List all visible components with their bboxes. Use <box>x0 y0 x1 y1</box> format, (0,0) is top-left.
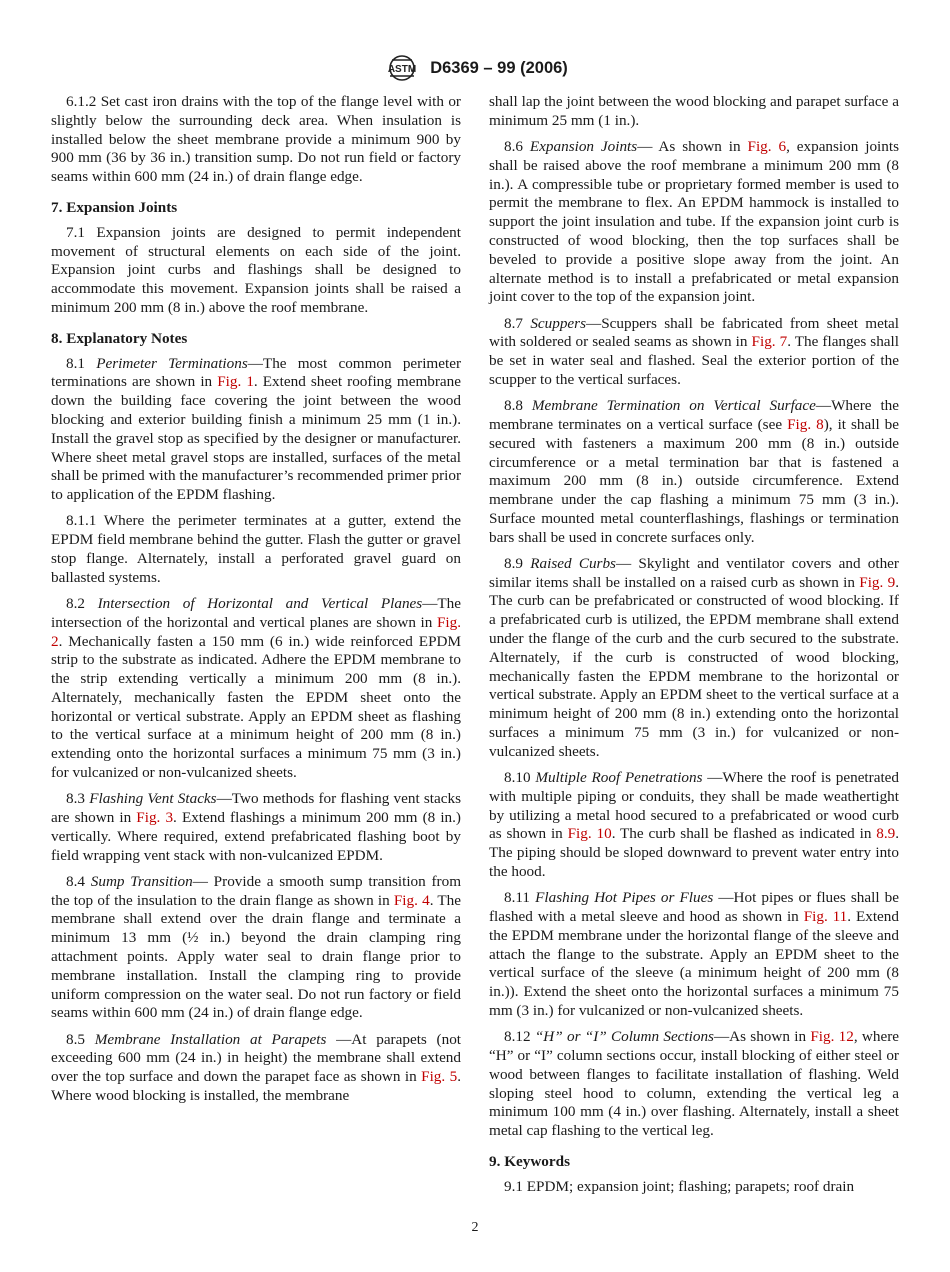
figure-link[interactable]: Fig. 5 <box>421 1068 458 1086</box>
figure-link[interactable]: Fig. 8 <box>787 415 824 433</box>
section-heading-8: 8. Explanatory Notes <box>51 329 188 347</box>
page-header <box>0 54 950 84</box>
paragraph-8-1-1: 8.1.1 Where the perimeter terminates at a gutter, extend the EPDM field membrane behind the gutter. Flash the gutter or gravel stop flange. Alternately, install a perforated gravel guard on ballasted systems. <box>51 512 461 586</box>
svg-text:ASTM: ASTM <box>388 64 417 75</box>
paragraph-8-9: 8.9 Raised Curbs— Skylight and ventilator covers and other similar items shall be installed on a raised curb as shown in Fig. 9. The curb can be prefabricated or constructed of wood blocking. If a prefabricated curb is utilized, the EPDM membrane shall extend under the flange of the curb and the curb secured to the substrate. Alternately, if the curb is constructed of wood blocking, mechanically fasten the EPDM membrane to the horizontal or vertical substrate. Apply an EPDM sheet to the vertical surface at a minimum height of 200 mm (8 in.) extending onto the horizontal surfaces a minimum 75 mm (3 in.) for vulcanized or non-vulcanized sheets. <box>489 554 899 760</box>
figure-link[interactable]: Fig. 7 <box>751 333 788 351</box>
paragraph-7-1: 7.1 Expansion joints are designed to permit independent movement of structural elements on each side of the joint. Expansion joint curbs and flashings shall be designed to accommodate this movement. Expansion joints shall be raised a minimum 200 mm (8 in.) above the roof membrane. <box>51 223 461 316</box>
paragraph-8-7: 8.7 Scuppers—Scuppers shall be fabricated from sheet metal with soldered or sealed seams as shown in Fig. 7. The flanges shall be set in water seal and flashed. Seal the exterior portion of the scupper to the vertical surfaces. <box>489 314 899 388</box>
paragraph-9-1: 9.1 EPDM; expansion joint; flashing; parapets; roof drain <box>504 1177 855 1195</box>
paragraph-8-5-continued: shall lap the joint between the wood blocking and parapet surface a minimum 25 mm (1 in.). <box>489 93 899 129</box>
figure-link[interactable]: Fig. 6 <box>747 137 787 155</box>
document-code: D6369 – 99 (2006) <box>430 58 568 77</box>
paragraph-8-3: 8.3 Flashing Vent Stacks—Two methods for flashing vent stacks are shown in Fig. 3. Extend flashings a minimum 200 mm (8 in.) vertically. Where required, extend prefabricated flashing boot by field wrapping vent stack with non-vulcanized EPDM. <box>51 790 462 864</box>
section-link[interactable]: 8.9 <box>876 825 896 843</box>
paragraph-8-1: 8.1 Perimeter Terminations—The most common perimeter terminations are shown in Fig. 1. Extend sheet roofing membrane down the building face covering the joint between the wood blocking and exterior building finish a minimum 25 mm (1 in.). Install the gravel stop as specified by the designer or manufacturer. Where sheet metal gravel stops are installed, surfaces of the metal shall be primed with the manufacturer’s recommended primer prior to application of the EPDM flashing. <box>51 354 462 504</box>
figure-link[interactable]: Fig. 2 <box>51 613 461 650</box>
section-heading-9: 9. Keywords <box>489 1152 570 1170</box>
figure-link[interactable]: Fig. 10 <box>567 825 612 843</box>
figure-link[interactable]: Fig. 12 <box>810 1028 854 1046</box>
section-heading-7: 7. Expansion Joints <box>51 198 178 216</box>
paragraph-8-6: 8.6 Expansion Joints— As shown in Fig. 6, expansion joints shall be raised above the roof membrane a minimum 200 mm (8 in.). A compressible tube or proprietary formed member is used to permit the membrane to flex. An EPDM hammock is installed to support the joint insulation and tube. If the expansion joint curb is constructed of wood blocking, then the top surfaces shall be beveled to provide a positive slope away from the joint. An alternate method is to install a prefabricated or metal expansion joint cover to the top of the expansion joint. <box>489 137 899 306</box>
paragraph-8-2: 8.2 Intersection of Horizontal and Vertical Planes—The intersection of the horizontal and vertical planes are shown in Fig. 2. Mechanically fasten a 150 mm (6 in.) wide reinforced EPDM strip to the substrate as indicated. Adhere the EPDM membrane to the strip extending vertically a minimum 200 mm (8 in.). Alternately, mechanically fasten the EPDM sheet onto the horizontal or vertical substrate. Apply an EPDM sheet as flashing to the vertical surface at a minimum height of 200 mm (8 in.) extending onto the horizontal surfaces a minimum 75 mm (3 in.) for vulcanized or non-vulcanized sheets. <box>51 594 462 782</box>
paragraph-8-11: 8.11 Flashing Hot Pipes or Flues —Hot pipes or flues shall be flashed with a metal sleeve and hood as shown in Fig. 11. Extend the EPDM membrane under the horizontal flange of the sleeve and attach the flange to the substrate. Apply an EPDM sheet to the vertical surface of the sleeve (a minimum height of 200 mm (8 in.)). Extend the sheet onto the horizontal surfaces a minimum 75 mm (3 in.) for vulcanized or non-vulcanized sheets. <box>489 889 899 1019</box>
left-column <box>51 93 461 1113</box>
paragraph-8-5: 8.5 Membrane Installation at Parapets —At parapets (not exceeding 600 mm (24 in.) in height) the membrane shall extend over the top surface and down the parapet face as shown in Fig. 5. Where wood blocking is installed, the membrane <box>51 1030 462 1104</box>
paragraph-8-12: 8.12 “H” or “I” Column Sections—As shown in Fig. 12, where “H” or “I” column sections occur, install blocking of either steel or wood between flanges to facilitate installation of flashing. Weld sloping steel hood to column, extending the vertical leg a minimum 100 mm (4 in.) over flashing. Alternately, install a sheet metal cap flashing to the vertical leg. <box>489 1028 900 1140</box>
figure-link[interactable]: Fig. 9 <box>859 573 896 591</box>
paragraph-8-10: 8.10 Multiple Roof Penetrations —Where the roof is penetrated with multiple piping or conduits, they shall be made weathertight by utilizing a metal hood secured to a prefabricated or wood curb as shown in Fig. 10. The curb shall be flashed as indicated in 8.9. The piping should be sloped downward to prevent water entry into the hood. <box>489 769 900 881</box>
paragraph-6-1-2: 6.1.2 Set cast iron drains with the top of the flange level with or slightly below the surrounding deck area. When insulation is installed below the sheet membrane provide a minimum 900 by 900 mm (36 by 36 in.) transition sump. Do not run field or factory seams within 600 mm (24 in.) of drain flange edge. <box>51 93 461 186</box>
right-column <box>489 93 899 1204</box>
figure-link[interactable]: Fig. 11 <box>803 908 848 926</box>
paragraph-8-4: 8.4 Sump Transition— Provide a smooth sump transition from the top of the insulation to the drain flange as shown in Fig. 4. The membrane shall extend over the drain flange and terminate a minimum 13 mm (½ in.) beyond the drain clamping ring attachment points. Apply water seal to drain flange prior to membrane installation. Install the clamping ring to provide uniform compression on the water seal. Do not run factory or field seams within 600 mm (24 in.) of drain flange edge. <box>51 872 462 1022</box>
figure-link[interactable]: Fig. 3 <box>136 809 174 827</box>
figure-link[interactable]: Fig. 4 <box>393 891 430 909</box>
page-number: 2 <box>471 1220 479 1235</box>
paragraph-8-8: 8.8 Membrane Termination on Vertical Surface—Where the membrane terminates on a vertical surface (see Fig. 8), it shall be secured with fasteners a maximum 200 mm (8 in.) outside circumference or a metal termination bar that is fastened a maximum 200 mm (8 in.) outside circumference. Extend membrane under the cap flashing a minimum 75 mm (3 in.). Surface mounted metal counterflashings, flashings or termination bars shall be used in concrete surfaces only. <box>489 397 900 546</box>
astm-logo-icon <box>382 54 422 82</box>
figure-link[interactable]: Fig. 1 <box>217 373 254 391</box>
